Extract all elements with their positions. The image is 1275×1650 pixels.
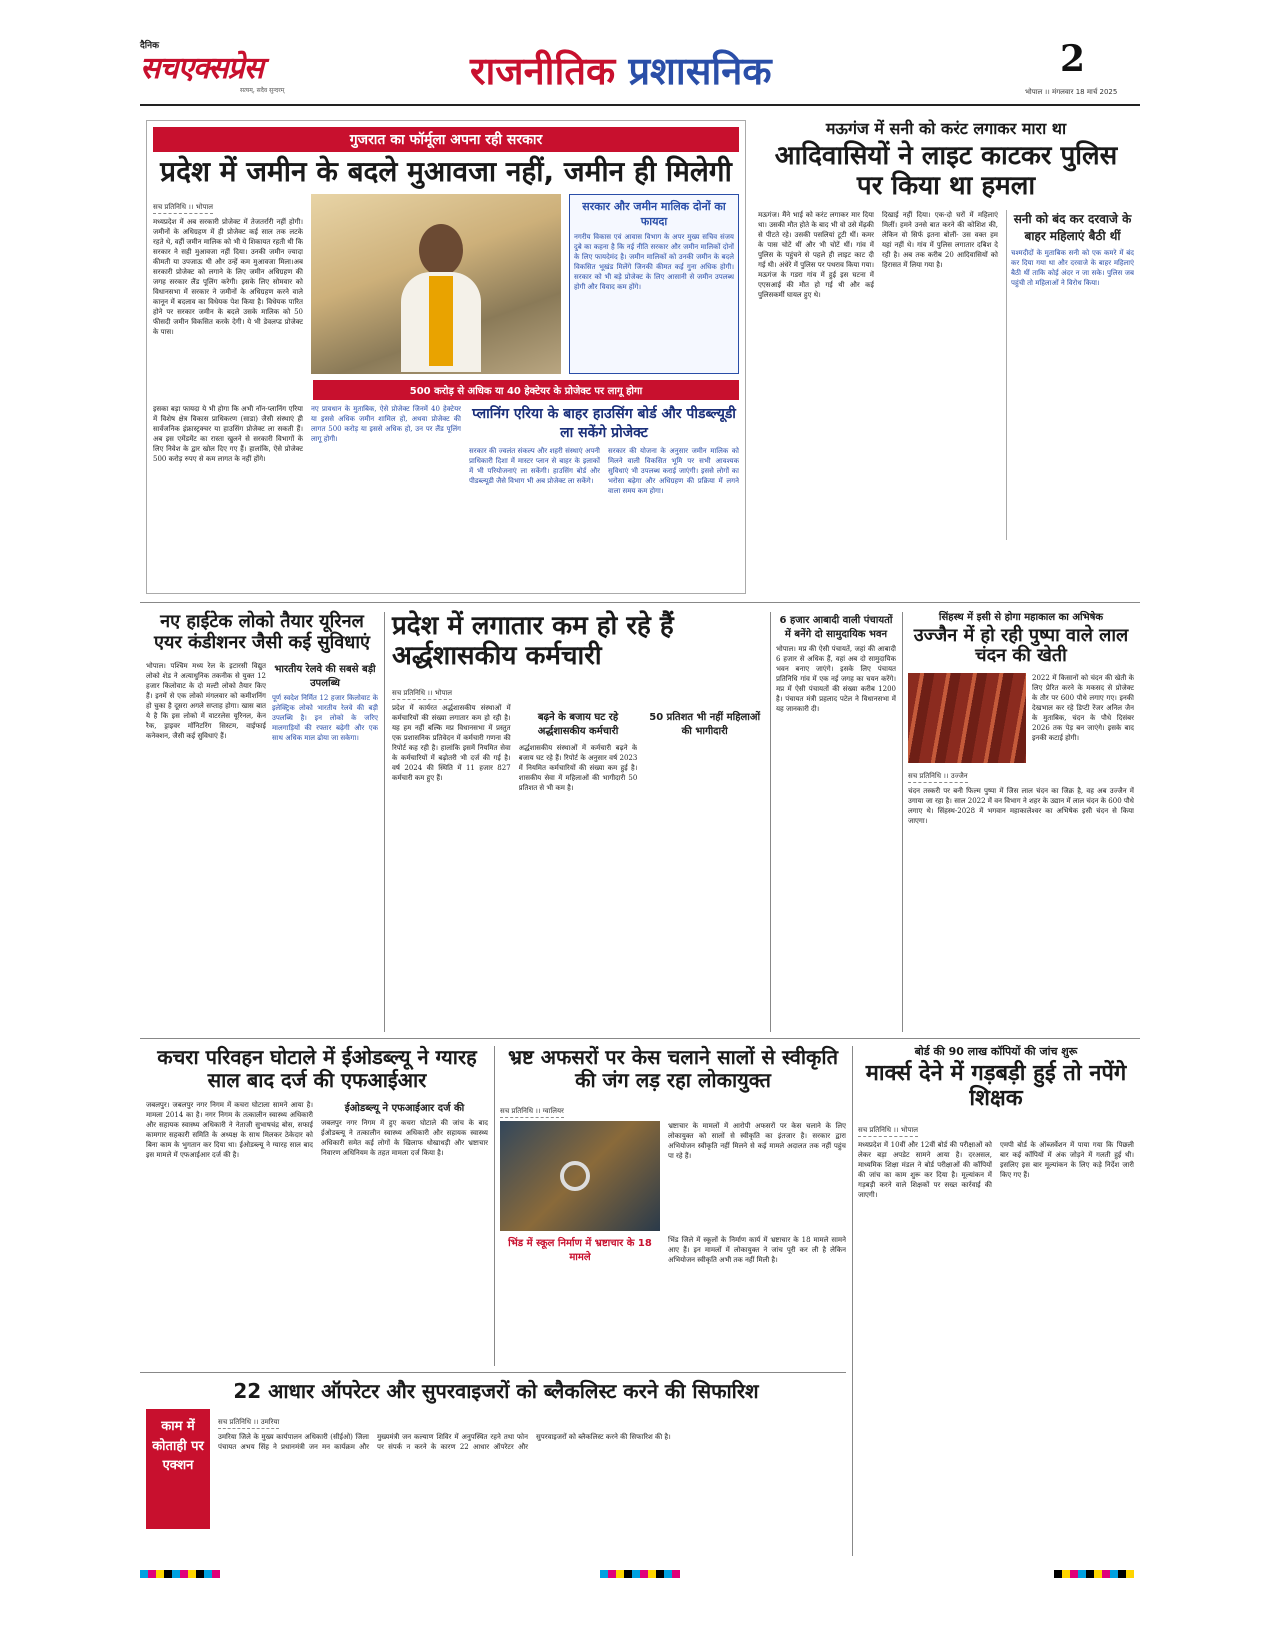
sandal-headline: उज्जैन में हो रही पुष्पा वाले लाल चंदन की खेती <box>913 624 1129 667</box>
sandal-story <box>908 612 1134 1032</box>
loco-side-title: भारतीय रेलवे की सबसे बड़ी उपलब्धि <box>274 664 376 690</box>
section-title <box>470 44 772 96</box>
loco-story <box>146 612 378 1032</box>
lokayukta-body2: भिंड जिले में स्कूलों के निर्माण कार्य में भ्रष्टाचार के 18 मामले सामने आए हैं। इन मामलों में लोकायुक्त ने जांच पूरी कर ली है लेकिन अभियोजन स्वीकृति अभी तक नहीं मिली है। <box>668 1236 846 1264</box>
mauganj-body: मऊगंज। मैंने भाई को करंट लगाकर मार दिया था। उसकी मौत होते के बाद भी वो उसे मेंढ़की से पीटते रहे। उसकी पसलियां टूटी थीं। कमर के पास चोटें थीं और भी चोटें थीं। गांव में पुलिस के पहुंचने से पहले ही लाइट काट दी गई थी। अंधेरे में पुलिस पर पथराव किया गया। मऊगंज के गडरा गांव में हुई इस घटना में एएसआई की मौत हो गई थी और कई पुलिसकर्मी घायल हुए थे। <box>758 211 874 300</box>
lead-body1: मध्यप्रदेश में अब सरकारी प्रोजेक्ट में तेजतर्रारी नहीं होगी। जमीनों के अधिग्रहण में ही प्रोजेक्ट कई साल तक लटके रहते थे, वहीं जमीन मालिक को भी ये शिकायत रहती थी कि सरकार ने सही मुआवजा नहीं दिया। उनकी जमीन ज्यादा कीमती या उपजाऊ थी और उन्हें कम मुआवजा मिला।अब सरकारी प्रोजेक्ट को लगाने के लिए जमीन अधिग्रहण की जगह सरकार लैंड पूलिंग करेगी। इसके लिए सोमवार को विधानसभा में सरकार ने जमीनों के अधिग्रहण करने वाले कानून में बदलाव का विधेयक पेश किया है। विधेयक पारित होने पर सरकार जमीन के बदले उसके मालिक को 50 फीसदी जमीन विकसित करके देगी। ये भी डेवलप्ड प्रोजेक्ट के पास। <box>153 218 303 337</box>
section-title-a: राजनीतिक <box>470 49 616 93</box>
board-body: मध्यप्रदेश में 10वीं और 12वीं बोर्ड की परीक्षाओं को लेकर बड़ा अपडेट सामने आया है। दरअसल, माध्यमिक शिक्षा मंडल ने बोर्ड परीक्षाओं की कॉपियों की जांच का काम शुरू कर दिया है। मूल्यांकन में गड़बड़ी करने वाले शिक्षकों पर सख्त कार्रवाई की जाएगी। <box>858 1141 992 1200</box>
lokayukta-headline: भ्रष्ट अफसरों पर केस चलाने सालों से स्वीकृति की जंग लड़ रहा लोकायुक्त <box>508 1045 838 1092</box>
row-rule-2 <box>140 1038 1140 1039</box>
bhawan-headline: 6 हजार आबादी वाली पंचायतों में बनेंगे दो सामुदायिक भवन <box>779 615 893 640</box>
bhawan-story <box>776 612 896 1032</box>
sandal-body: 2022 में किसानों को चंदन की खेती के लिए प्रेरित करने के मकसद से प्रोजेक्ट के तौर पर 600 पौधे लगाए गए। इनकी देखभाल कर रहे डिप्टी रेंजर अनिल जैन के मुताबिक, चंदन के पौधे दिसंबर 2026 तक पेड़ बन जाएंगे। इसके बाद इनकी कटाई होगी। <box>1032 673 1134 742</box>
eow-story <box>146 1046 488 1366</box>
eow-headline: कचरा परिवहन घोटाले में ईओडब्ल्यू ने ग्यारह साल बाद दर्ज की एफआईआर <box>157 1045 477 1092</box>
logo-main: सचएक्सप्रेस <box>140 51 263 86</box>
registration-marks-right <box>1054 1570 1134 1578</box>
sandal-body2: चंदन तस्करी पर बनी फिल्म पुष्पा में जिस लाल चंदन का जिक्र है, वह अब उज्जैन में उगाया जा रहा है। साल 2022 में वन विभाग ने शहर के उद्यान में लाल चंदन के 600 पौधे लगाए थे। सिंहस्थ-2028 में भगवान महाकालेश्वर का अभिषेक इसी चंदन से किया जाएगा। <box>908 786 1134 825</box>
staff-sub2: 50 प्रतिशत भी नहीं महिलाओं की भागीदारी <box>649 711 761 737</box>
aadhaar-badge: काम में कोताही पर एक्शन <box>146 1409 210 1529</box>
logo-small: दैनिक <box>140 41 160 51</box>
staff-headline: प्रदेश में लगातार कम हो रहे हैं अर्द्धशासकीय कर्मचारी <box>392 611 674 671</box>
loco-body: भोपाल। पश्चिम मध्य रेल के इटारसी विद्युत लोको शेड ने अत्याधुनिक तकनीक से युक्त 12 हजार किलोवाट के दो मल्टी लोको तैयार किए हैं। इनमें से एक लोको मंगलवार को कमीशनिंग हो चुका है दूसरा अगले सप्ताह होगा। खास बात ये है कि इस लोको में वाटरलेस यूरिनल, केन रैक, ड्राइवर मॉनिटरिंग सिस्टम, वाईफाई कनेक्शन, जैसी कई सुविधाएं हैं। <box>146 662 266 741</box>
staff-byline: सच प्रतिनिधि ।। भोपाल <box>392 689 452 700</box>
col-rule-2 <box>770 612 771 1032</box>
lead-body2: इसका बड़ा फायदा ये भी होगा कि अभी नॉन-प्लानिंग एरिया में विशेष क्षेत्र विकास प्राधिकरण (साडा) जैसी संस्थाएं ही सार्वजनिक इंफ्रास्ट्रक्चर या हाउसिंग प्रोजेक्ट ला सकती हैं। अब इस एमेंडमेंट का रास्ता खुलने से सरकारी विभागों के लिए निवेश के द्वार खोल दिए गए हैं। हालांकि, ऐसे प्रोजेक्ट 500 करोड़ रुपए से कम लागत के नहीं होंगे। <box>153 405 303 464</box>
mauganj-story <box>758 120 1134 594</box>
lead-band-body1: नए प्रावधान के मुताबिक, ऐसे प्रोजेक्ट जिनमें 40 हेक्टेयर या इससे अधिक जमीन शामिल हो, अथवा प्रोजेक्ट की लागत 500 करोड़ या इससे अधिक हो, उन पर लैंड पूलिंग लागू होगी। <box>311 405 461 444</box>
logo <box>140 38 370 100</box>
mauganj-headline: आदिवासियों ने लाइट काटकर पुलिस पर किया था हमला <box>774 141 1118 202</box>
aadhaar-byline: सच प्रतिनिधि ।। उमरिया <box>218 1418 279 1429</box>
lead-band-body2: सरकार की ज्वलंत संकल्प और शहरी संस्थाएं अपनी प्राधिकारी दिशा में मास्टर प्लान से बाहर के इलाकों में भी परियोजनाएं ला सकेंगी। हाउसिंग बोर्ड और पीडब्ल्यूडी जैसे विभाग भी अब प्रोजेक्ट ला सकेंगे। <box>469 447 600 486</box>
mauganj-side-body: चश्मदीदों के मुताबिक सनी को एक कमरे में बंद कर दिया गया था और दरवाजे के बाहर महिलाएं बैठी थीं ताकि कोई अंदर न जा सके। पुलिस जब पहुंची तो महिलाओं ने विरोध किया। <box>1011 249 1134 288</box>
masthead-rule <box>140 104 1140 106</box>
portrait-icon <box>401 224 481 374</box>
col-rule-1 <box>384 612 385 1032</box>
lokayukta-body: भ्रष्टाचार के मामलों में आरोपी अफसरों पर केस चलाने के लिए लोकायुक्त को सालों से स्वीकृति का इंतजार है। सरकार द्वारा अभियोजन स्वीकृति नहीं मिलने से कई मामले अदालत तक नहीं पहुंच पा रहे हैं। <box>668 1122 846 1160</box>
lokayukta-sub: भिंड में स्कूल निर्माण में भ्रष्टाचार के 18 मामले <box>508 1238 652 1263</box>
lead-story <box>146 120 746 594</box>
lead-sidebar-body: नगरीय विकास एवं आवास विभाग के अपर मुख्य सचिव संजय दुबे का कहना है कि नई नीति सरकार और जमीन मालिकों दोनों के लिए फायदेमंद है। जमीन मालिकों को उनकी जमीन के बदले विकसित भूखंड मिलेंगे जिनकी कीमत कई गुना अधिक होगी। सरकार को भी बड़े प्रोजेक्ट के लिए आसानी से जमीन उपलब्ध होगी और विवाद कम होंगे। <box>574 233 734 292</box>
row-rule-3 <box>140 1372 846 1373</box>
board-byline: सच प्रतिनिधि ।। भोपाल <box>858 1126 918 1137</box>
registration-marks-left <box>140 1570 220 1578</box>
board-body2: एमपी बोर्ड के ऑब्जर्वेशन में पाया गया कि पिछली बार कई कॉपियों में अंक जोड़ने में गलती हुई थी। इसलिए इस बार मूल्यांकन के लिए कड़े निर्देश जारी किए गए हैं। <box>1000 1141 1134 1180</box>
lead-sidebar-title: सरकार और जमीन मालिक दोनों का फायदा <box>582 200 726 229</box>
bhawan-body: भोपाल। मप्र की ऐसी पंचायतें, जहां की आबादी 6 हजार से अधिक हैं, वहां अब दो सामुदायिक भवन बनाए जाएंगे। इसके लिए पंचायत प्रतिनिधि गांव में एक नई जगह का चयन करेंगे। मप्र में ऐसी पंचायतों की संख्या करीब 1200 है। पंचायत मंत्री प्रहलाद पटेल ने विधानसभा में यह जानकारी दी। <box>776 645 896 713</box>
staff-story <box>392 612 764 1032</box>
col-rule-3 <box>902 612 903 1032</box>
lokayukta-photo <box>500 1121 660 1231</box>
lead-photo <box>311 194 561 374</box>
eow-sub: ईओडब्ल्यू ने एफआईआर दर्ज की <box>344 1103 465 1114</box>
sandal-byline: सच प्रतिनिधि ।। उज्जैन <box>908 772 968 783</box>
board-kicker: बोर्ड की 90 लाख कॉपियों की जांच शुरू <box>914 1045 1078 1058</box>
lead-byline: सच प्रतिनिधि ।। भोपाल <box>153 203 213 214</box>
handcuff-icon <box>560 1161 590 1191</box>
lead-band-body3: सरकार की योजना के अनुसार जमीन मालिक को मिलने वाली विकसित भूमि पर सभी आवश्यक सुविधाएं भी उपलब्ध कराई जाएंगी। इससे लोगों का भरोसा बढ़ेगा और अधिग्रहण की प्रक्रिया में लगने वाला समय कम होगा। <box>608 447 739 496</box>
logo-tagline: सत्यम्, सदैव सुन्दरम् <box>240 87 285 94</box>
col-rule-4 <box>494 1046 495 1366</box>
staff-sub1: बढ़ने के बजाय घट रहे अर्द्धशासकीय कर्मचारी <box>537 711 619 737</box>
board-story <box>858 1046 1134 1556</box>
lead-headline: प्रदेश में जमीन के बदले मुआवजा नहीं, जमीन ही मिलेगी <box>160 155 732 188</box>
staff-body: प्रदेश में कार्यरत अर्द्धशासकीय संस्थाओं में कर्मचारियों की संख्या लगातार कम हो रही है। यह हम नहीं बल्कि मप्र विधानसभा में प्रस्तुत एक प्रशासनिक प्रतिवेदन में कर्मचारी गणना की रिपोर्ट कह रही है। हालांकि इसमें नियमित सेवा के कर्मचारियों में बढ़ोतरी भी दर्ज की गई है। वर्ष 2024 की स्थिति में 11 हजार 827 कर्मचारी कम हुए हैं। <box>392 703 511 782</box>
eow-body2: जबलपुर नगर निगम में हुए कचरा घोटाले की जांच के बाद ईओडब्ल्यू ने तत्कालीन स्वास्थ्य अधिकारी और सहायक स्वास्थ्य अधिकारी समेत कई लोगों के खिलाफ धोखाधड़ी और भ्रष्टाचार निवारण अधिनियम के तहत मामला दर्ज किया है। <box>321 1119 488 1157</box>
board-headline: मार्क्स देने में गड़बड़ी हुई तो नपेंगे शिक्षक <box>865 1060 1127 1111</box>
aadhaar-body: उमरिया जिले के मुख्य कार्यपालन अधिकारी (सीईओ) जिला पंचायत अभय सिंह ने प्रधानमंत्री जन मन कार्यक्रम और मुख्यमंत्री जन कल्याण शिविर में अनुपस्थित रहने तथा फोन पर संपर्क न करने के कारण 22 आधार ऑपरेटर और सुपरवाइजरों को ब्लैकलिस्ट करने की सिफारिश की है। <box>218 1433 671 1451</box>
sandal-kicker: सिंहस्थ में इसी से होगा महाकाल का अभिषेक <box>938 612 1104 623</box>
masthead <box>140 38 1140 100</box>
lead-kicker: गुजरात का फॉर्मूला अपना रही सरकार <box>153 127 739 152</box>
sandal-photo <box>908 673 1026 763</box>
dateline: भोपाल ।। मंगलवार 18 मार्च 2025 <box>1025 88 1118 96</box>
aadhaar-headline: 22 आधार ऑपरेटर और सुपरवाइजरों को ब्लैकलिस्ट करने की सिफारिश <box>233 1379 759 1403</box>
lead-sub-headline: प्लानिंग एरिया के बाहर हाउसिंग बोर्ड और पीडब्ल्यूडी ला सकेंगे प्रोजेक्ट <box>472 406 736 442</box>
lead-band: 500 करोड़ से अधिक या 40 हेक्टेयर के प्रोजेक्ट पर लागू होगा <box>313 380 739 400</box>
aadhaar-story <box>146 1380 846 1556</box>
registration-marks-center <box>600 1570 680 1578</box>
staff-body2: अर्द्धशासकीय संस्थाओं में कर्मचारी बढ़ने के बजाय घट रहे हैं। रिपोर्ट के अनुसार वर्ष 2023 में नियमित कर्मचारियों की संख्या कम हुई है। शासकीय सेवा में महिलाओं की भागीदारी 50 प्रतिशत से भी कम है। <box>518 743 638 792</box>
loco-side-body: पूर्ण स्वदेश निर्मित 12 हजार किलोवाट के इलेक्ट्रिक लोको भारतीय रेलवे की बड़ी उपलब्धि है। इन लोको के जरिए मालगाड़ियों की रफ्तार बढ़ेगी और एक साथ अधिक माल ढोया जा सकेगा। <box>272 694 378 743</box>
loco-headline: नए हाईटेक लोको तैयार यूरिनल एयर कंडीशनर जैसी कई सुविधाएं <box>154 611 370 653</box>
mauganj-kicker: मऊगंज में सनी को करंट लगाकर मारा था <box>825 119 1067 138</box>
mauganj-body2: दिखाई नहीं दिया। एक-दो घरों में महिलाएं मिलीं। हमने उनसे बात करने की कोशिश की, लेकिन वो सिर्फ इतना बोलीं- उस वक्त हम यहां नहीं थे। गांव में पुलिस लगातार दबिश दे रही है। अब तक करीब 20 आदिवासियों को हिरासत में लिया गया है। <box>882 211 998 270</box>
row-rule-1 <box>140 602 1140 603</box>
section-title-b: प्रशासनिक <box>628 49 772 93</box>
eow-body: जबलपुर। जबलपुर नगर निगम में कचरा घोटाला सामने आया है। मामला 2014 का है। नगर निगम के तत्कालीन स्वास्थ्य अधिकारी और सहायक स्वास्थ्य अधिकारी ने नेताजी सुभाषचंद्र बोस, सफाई कामगार सहकारी समिति के अध्यक्ष के साथ मिलकर ठेकेदार को बिना काम के भुगतान कर दिया था। ईओडब्ल्यू ने ग्यारह साल बाद इस मामले में एफआईआर दर्ज की है। <box>146 1101 313 1159</box>
lokayukta-story <box>500 1046 846 1366</box>
col-rule-5 <box>852 1046 853 1556</box>
lead-sidebar <box>569 194 739 374</box>
lokayukta-byline: सच प्रतिनिधि ।। ग्वालियर <box>500 1107 564 1118</box>
mauganj-side-title: सनी को बंद कर दरवाजे के बाहर महिलाएं बैठी थीं <box>1013 212 1132 244</box>
page-number: 2 <box>1060 38 1086 80</box>
